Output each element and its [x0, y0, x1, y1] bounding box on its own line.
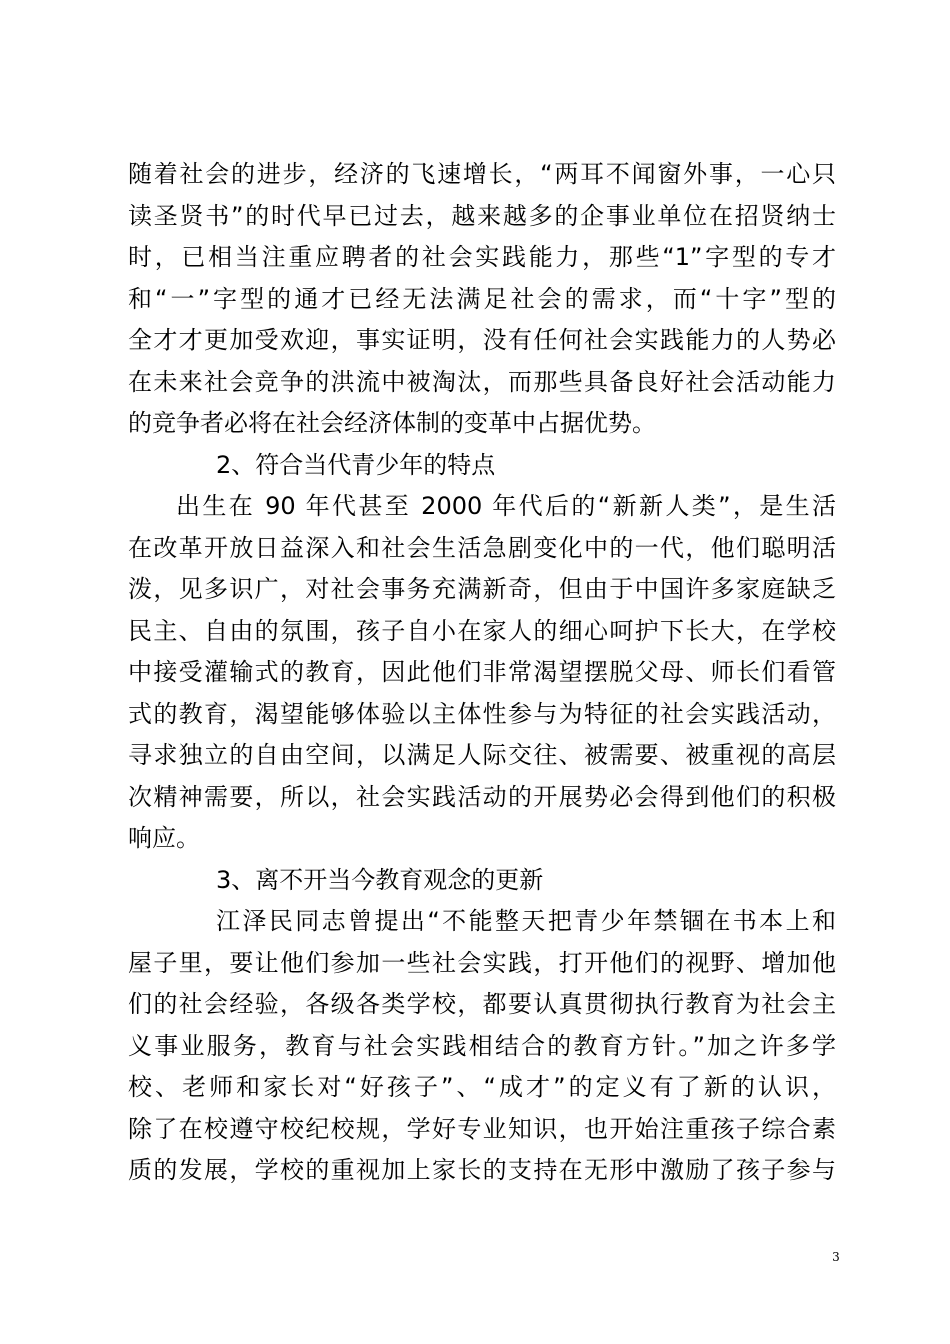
paragraph-line: 江泽民同志曾提出“不能整天把青少年禁锢在书本上和 — [216, 907, 836, 935]
section-heading: 2、符合当代青少年的特点 — [216, 450, 496, 479]
paragraph-line: 中接受灌输式的教育，因此他们非常渴望摆脱父母、师长们看管 — [128, 658, 836, 686]
paragraph-line: 读圣贤书”的时代早已过去，越来越多的企事业单位在招贤纳士 — [128, 201, 836, 230]
paragraph-line: 全才才更加受欢迎，事实证明，没有任何社会实践能力的人势必 — [128, 326, 836, 354]
paragraph-line: 出生在 90 年代甚至 2000 年代后的“新新人类”，是生活 — [176, 492, 836, 520]
paragraph-line: 在改革开放日益深入和社会生活急剧变化中的一代，他们聪明活 — [128, 533, 836, 562]
paragraph-line: 屋子里，要让他们参加一些社会实践，打开他们的视野、增加他 — [128, 948, 836, 977]
paragraph-line: 的竞争者必将在社会经济体制的变革中占据优势。 — [128, 409, 656, 437]
paragraph-line: 义事业服务，教育与社会实践相结合的教育方针。”加之许多学 — [128, 1031, 836, 1060]
body-text — [128, 154, 836, 1192]
paragraph-line: 随着社会的进步，经济的飞速增长，“两耳不闻窗外事，一心只 — [128, 160, 836, 188]
paragraph-line: 次精神需要，所以，社会实践活动的开展势必会得到他们的积极 — [128, 782, 836, 811]
paragraph-line: 式的教育，渴望能够体验以主体性参与为特征的社会实践活动， — [128, 699, 836, 728]
paragraph-line: 和“一”字型的通才已经无法满足社会的需求，而“十字”型的 — [128, 284, 836, 313]
paragraph-line: 响应。 — [128, 824, 200, 852]
page-number: 3 — [832, 1250, 840, 1264]
paragraph-line: 民主、自由的氛围，孩子自小在家人的细心呵护下长大，在学校 — [128, 616, 836, 645]
paragraph-line: 们的社会经验，各级各类学校，都要认真贯彻执行教育为社会主 — [128, 990, 836, 1018]
section-heading: 3、离不开当今教育观念的更新 — [216, 865, 544, 894]
paragraph-line: 除了在校遵守校纪校规，学好专业知识，也开始注重孩子综合素 — [128, 1114, 836, 1143]
paragraph-line: 质的发展，学校的重视加上家长的支持在无形中激励了孩子参与 — [128, 1156, 836, 1184]
paragraph-line: 寻求独立的自由空间，以满足人际交往、被需要、被重视的高层 — [128, 741, 836, 769]
paragraph-line: 时，已相当注重应聘者的社会实践能力，那些“1”字型的专才 — [128, 243, 836, 271]
paragraph-line: 在未来社会竞争的洪流中被淘汰，而那些具备良好社会活动能力 — [128, 367, 836, 396]
paragraph-line: 校、老师和家长对“好孩子”、“成才”的定义有了新的认识， — [128, 1073, 836, 1101]
paragraph-line: 泼，见多识广，对社会事务充满新奇，但由于中国许多家庭缺乏 — [128, 575, 836, 603]
